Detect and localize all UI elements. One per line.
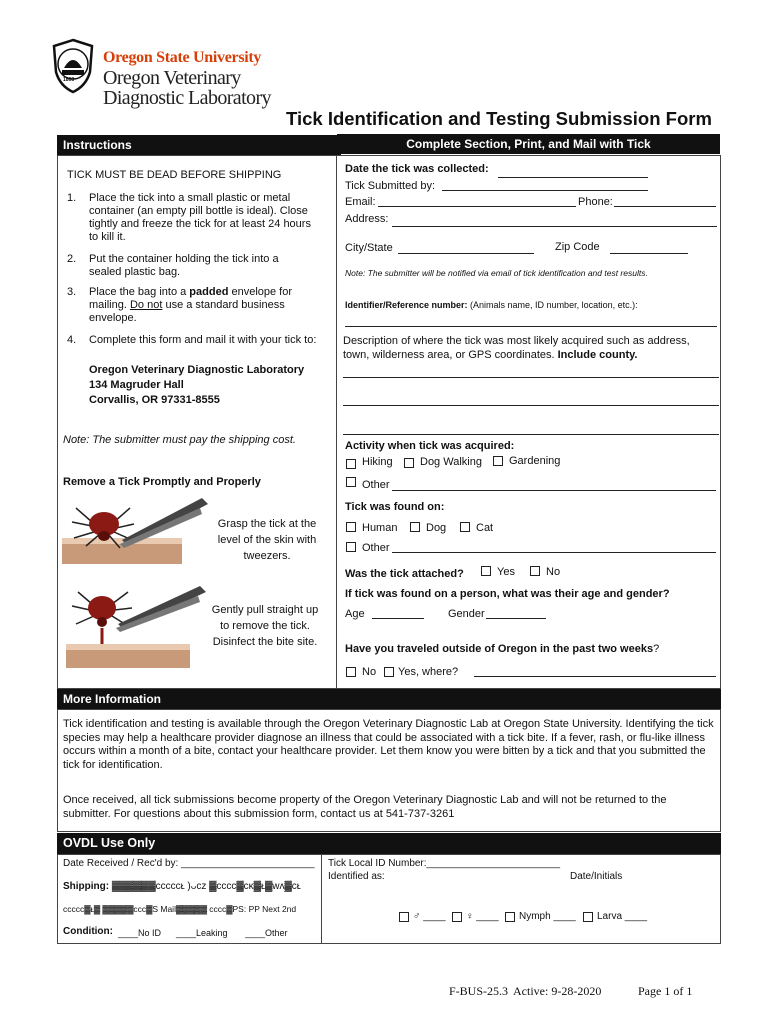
larva-label: Larva ____ xyxy=(597,911,648,922)
male-label: ♂ ____ xyxy=(413,911,446,922)
female-checkbox[interactable] xyxy=(452,912,462,922)
mail-address-line2: 134 Magruder Hall xyxy=(89,379,184,391)
dog-walking-label: Dog Walking xyxy=(420,456,482,468)
attached-yes-label: Yes xyxy=(497,566,515,578)
notification-note: Note: The submitter will be notified via email of tick identification and test results. xyxy=(345,268,648,278)
address-field[interactable] xyxy=(392,226,717,227)
removal-step-1: Grasp the tick at the level of the skin with tweezers. xyxy=(217,518,317,562)
attached-no-checkbox[interactable] xyxy=(530,566,540,576)
attached-no-label: No xyxy=(546,566,561,578)
description-line-3[interactable] xyxy=(343,434,719,435)
university-name: Oregon State University xyxy=(103,49,262,66)
found-on-heading: Tick was found on: xyxy=(345,501,445,513)
nymph-checkbox[interactable] xyxy=(505,912,515,922)
travel-no-label: No xyxy=(362,666,377,678)
submitted-by-label: Tick Submitted by: xyxy=(345,180,436,192)
condition-leaking: ____Leaking xyxy=(176,928,228,938)
gardening-checkbox[interactable] xyxy=(493,456,503,466)
larva-checkbox[interactable] xyxy=(583,912,593,922)
age-gender-question: If tick was found on a person, what was their age and gender? xyxy=(345,588,670,600)
address-label: Address: xyxy=(345,213,389,225)
ovdl-heading: OVDL Use Only xyxy=(57,833,721,854)
activity-other-checkbox[interactable] xyxy=(346,477,356,487)
description-line-1[interactable] xyxy=(343,377,719,378)
gardening-label: Gardening xyxy=(509,455,561,467)
dead-warning: TICK MUST BE DEAD BEFORE SHIPPING xyxy=(67,169,282,181)
travel-question: Have you traveled outside of Oregon in the past two weeks? xyxy=(345,643,660,655)
date-collected-field[interactable] xyxy=(498,177,648,178)
mail-address-line1: Oregon Veterinary Diagnostic Laboratory xyxy=(89,364,305,376)
form-code: F-BUS-25.3 xyxy=(449,984,509,998)
gender-field[interactable] xyxy=(486,618,546,619)
shipping-line: Shipping: ▓▓▓▓▓▓ᴄᴄᴄᴄᴄᴌ )ᴗᴄᴢ ▓ᴄᴄᴄᴄ▓ᴄᴋ▓ᴌ▓ᴡᴧ▓ᴄᴌ xyxy=(63,881,301,892)
step-4-text: Complete this form and mail it with your tick to: xyxy=(89,334,317,346)
step-2-number: 2. xyxy=(67,253,77,265)
step-3-number: 3. xyxy=(67,286,77,298)
step-2-text: Put the container holding the tick into a sealed plastic bag. xyxy=(89,253,279,278)
found-other-field[interactable] xyxy=(392,552,716,553)
local-id-label: Tick Local ID Number:________________________ xyxy=(328,858,561,869)
cat-label: Cat xyxy=(476,522,494,534)
email-label: Email: xyxy=(345,196,376,208)
hiking-checkbox[interactable] xyxy=(346,459,356,469)
seal-year: 1868 xyxy=(63,77,75,83)
dog-checkbox[interactable] xyxy=(410,522,420,532)
step-1-text: Place the tick into a small plastic or metal container (an empty pill bottle is ideal). Close tightly and freeze the tick for at least 24 hours to kill it. xyxy=(89,192,311,243)
identifier-label: Identifier/Reference number: (Animals name, ID number, location, etc.): xyxy=(345,300,638,310)
condition-no-id: ____No ID xyxy=(118,928,162,938)
found-other-label: Other xyxy=(362,542,390,554)
tick-grasp-illustration xyxy=(62,494,210,572)
identifier-field[interactable] xyxy=(345,326,717,327)
active-date: Active: 9-28-2020 xyxy=(513,984,602,998)
found-other-checkbox[interactable] xyxy=(346,542,356,552)
form-section-heading: Complete Section, Print, and Mail with Tick xyxy=(337,134,720,154)
lab-name-line1: Oregon Veterinary xyxy=(103,67,241,89)
identified-as-label: Identified as: xyxy=(328,871,385,882)
city-state-field[interactable] xyxy=(398,253,534,254)
phone-field[interactable] xyxy=(614,206,716,207)
date-collected-label: Date the tick was collected: xyxy=(345,163,489,175)
instructions-heading: Instructions xyxy=(57,135,341,155)
osu-seal-logo xyxy=(50,38,96,94)
nymph-label: Nymph ____ xyxy=(519,911,576,922)
form-box xyxy=(336,155,721,689)
city-state-label: City/State xyxy=(345,242,393,254)
activity-heading: Activity when tick was acquired: xyxy=(345,440,515,452)
removal-heading: Remove a Tick Promptly and Properly xyxy=(63,476,261,488)
cat-checkbox[interactable] xyxy=(460,522,470,532)
condition-label: Condition: xyxy=(63,926,113,937)
step-4-number: 4. xyxy=(67,334,77,346)
zip-label: Zip Code xyxy=(555,241,600,253)
page-number: Page 1 of 1 xyxy=(638,984,693,998)
shipping-method-line: ᴄᴄᴄᴄᴄ▓ᴌ▓ ▓▓▓▓▓ᴄᴄᴄ▓S Mail▓▓▓▓▓ ᴄᴄᴄᴄ▓PS: PP Next 2nd xyxy=(63,904,297,914)
travel-yes-checkbox[interactable] xyxy=(384,667,394,677)
description-line-2[interactable] xyxy=(343,405,719,406)
removal-step-2: Gently pull straight up to remove the tick. Disinfect the bite site. xyxy=(211,604,319,648)
age-label: Age xyxy=(345,608,365,620)
shipping-cost-note: Note: The submitter must pay the shipping cost. xyxy=(63,434,296,446)
tick-pull-illustration xyxy=(66,582,210,674)
zip-field[interactable] xyxy=(610,253,688,254)
attached-question: Was the tick attached? xyxy=(345,568,464,580)
phone-label: Phone: xyxy=(578,196,613,208)
more-info-paragraph-2: Once received, all tick submissions become property of the Oregon Veterinary Diagnostic Lab and will not be returned to the submitter. For questions about this submission form, contact us at 541-737-3261 xyxy=(63,794,667,820)
human-label: Human xyxy=(362,522,398,534)
more-info-heading: More Information xyxy=(57,689,721,709)
travel-where-field[interactable] xyxy=(474,676,716,677)
age-field[interactable] xyxy=(372,618,424,619)
description-label: Description of where the tick was most likely acquired such as address, town, wilderness area, or GPS coordinates. Include county. xyxy=(343,335,690,361)
step-1-number: 1. xyxy=(67,192,77,204)
lab-name-line2: Diagnostic Laboratory xyxy=(103,87,271,109)
male-checkbox[interactable] xyxy=(399,912,409,922)
gender-label: Gender xyxy=(448,608,485,620)
more-info-paragraph-1: Tick identification and testing is available through the Oregon Veterinary Diagnostic Lab at Oregon State University. Identifying the tick species may help a healthcare provider diagnose an illness that could be associated with a tick bite. If a fever, rash, or flu-like illness occurs within a month of a bite, contact your healthcare provider. Let them know you were bitten by a tick and that you submitted the tick for identification. xyxy=(63,718,714,771)
hiking-label: Hiking xyxy=(362,456,393,468)
attached-yes-checkbox[interactable] xyxy=(481,566,491,576)
dog-label: Dog xyxy=(426,522,447,534)
submitted-by-field[interactable] xyxy=(442,190,648,191)
travel-no-checkbox[interactable] xyxy=(346,667,356,677)
female-label: ♀ ____ xyxy=(466,911,499,922)
date-initials-label: Date/Initials xyxy=(570,871,623,882)
activity-other-label: Other xyxy=(362,479,390,491)
activity-other-field[interactable] xyxy=(392,490,716,491)
human-checkbox[interactable] xyxy=(346,522,356,532)
email-field[interactable] xyxy=(378,206,576,207)
date-received-label: Date Received / Rec'd by: ________________________ xyxy=(63,858,315,869)
dog-walking-checkbox[interactable] xyxy=(404,458,414,468)
travel-yes-label: Yes, where? xyxy=(398,666,459,678)
mail-address-line3: Corvallis, OR 97331-8555 xyxy=(89,394,220,406)
form-title: Tick Identification and Testing Submission Form xyxy=(286,108,712,129)
condition-other: ____Other xyxy=(245,928,288,938)
step-3-text: Place the bag into a padded envelope for mailing. Do not use a standard business envelope. xyxy=(89,286,293,324)
